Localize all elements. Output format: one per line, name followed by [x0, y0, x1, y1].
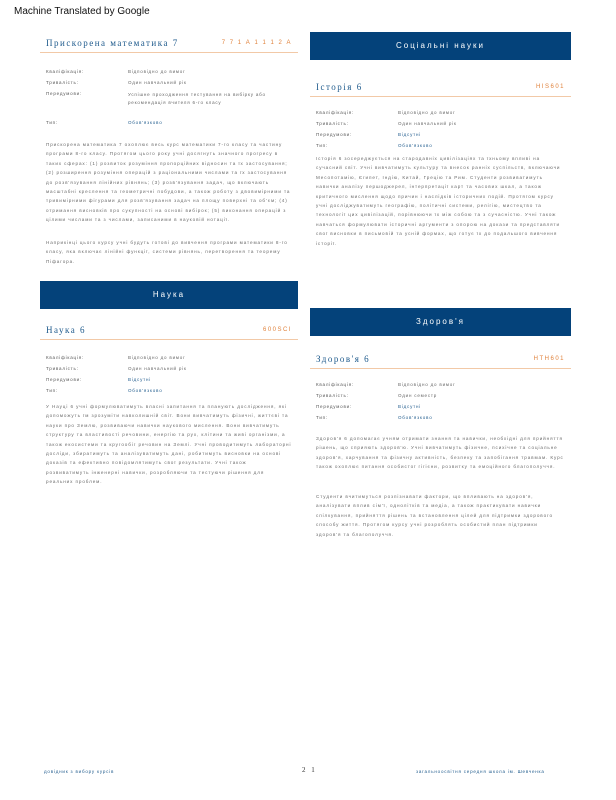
meta-value: Відповідно до вимог	[128, 69, 186, 74]
course-title: Здоров'я 6	[316, 354, 371, 364]
footer-left-text: довідник з вибору курсів	[44, 769, 115, 774]
history-course-card	[310, 82, 571, 282]
course-code: HTH601	[533, 356, 565, 362]
meta-label: Тривалість:	[46, 80, 79, 85]
meta-label: Кваліфікація:	[46, 69, 85, 74]
course-description: Прискорена математика 7 охоплює весь курс математики 7-го класу та частину програми 8-го класу. Протягом цього року учні досягнуть значного прогресу в таких сферах: (1) розвиток розуміння пропорційних відносин та їх застосування; (2) розширення розуміння операцій з раціональними числами та їх застосування до розв'язування лінійних рівнянь; (3) розв'язування задач, що включають масштабні креслення та геометричні побудови, а також роботу з двовимірними та тривимірними фігурами для розв'язування задач на площу поверхні та об'єм; (4) отримання висновків про сукупності на основі вибірок; (5) виконання операцій з цілими числами та з числами, записаними в науковій нотації.	[46, 142, 291, 223]
course-meta	[316, 110, 565, 151]
meta-value: Успішне проходження тестування на вибірку або рекомендація вчителя 6-го класу	[128, 92, 266, 105]
meta-row-type	[316, 143, 565, 151]
course-title: Історія 6	[316, 82, 363, 92]
course-title: Прискорена математика 7	[46, 38, 179, 48]
meta-value: Відповідно до вимог	[398, 382, 456, 387]
course-title: Наука 6	[46, 325, 87, 335]
meta-label: Передумови:	[46, 91, 83, 96]
meta-value: Відсутні	[398, 132, 422, 137]
meta-label: Передумови:	[46, 377, 83, 382]
course-meta	[46, 69, 292, 128]
health-course-card	[310, 354, 571, 554]
section-header-social-sciences: Соціальні науки	[310, 32, 571, 60]
math-title-row	[40, 38, 298, 53]
meta-row-duration	[46, 366, 292, 374]
meta-value: Обов'язково	[398, 415, 433, 420]
machine-translation-banner: Machine Translated by Google	[14, 6, 150, 17]
meta-row-type	[316, 415, 565, 423]
course-meta	[316, 382, 565, 423]
meta-row-qualification	[316, 110, 565, 118]
meta-value: Обов'язково	[128, 388, 163, 393]
meta-value: Один семестр	[398, 393, 438, 398]
meta-value: Відсутні	[398, 404, 422, 409]
meta-label: Кваліфікація:	[46, 355, 85, 360]
meta-label: Тривалість:	[46, 366, 79, 371]
course-meta	[46, 355, 292, 396]
meta-value: Один навчальний рік	[398, 121, 457, 126]
meta-row-prerequisites	[46, 91, 292, 113]
science-title-row	[40, 325, 298, 340]
meta-value: Обов'язково	[128, 120, 163, 125]
course-description: Студенти вчитимуться розпізнавати фактори, що впливають на здоров'я, аналізувати вплив сім'ї, однолітків та медіа, а також практикувати навички спілкування, прийняття рішень та встановлення цілей для підтримки здорового способу життя. Протягом курсу учні розроблять особистий план підтримки здоров'я та благополуччя.	[316, 494, 553, 537]
course-description: У Науці 6 учні формулюватимуть власні запитання та планують дослідження, які допоможуть їм зрозуміти навколишній світ. Вони вивчатимуть фізичні, життєві та науки про Землю, розвиваючи навички наукового мислення. Вони вивчатимуть структуру та властивості речовини, енергію та рух, клітини та живі організми, а також екосистеми та кругообіг речовин на Землі. Учні проводитимуть лабораторні досліди, збиратимуть та аналізуватимуть дані, робитимуть висновки на основі доказів та ефективно повідомлятимуть свої результати. Учні також розвиватимуть інженерні навички, розробляючи та тестуючи рішення для реальних проблем.	[46, 404, 292, 485]
course-description: Здоров'я 6 допомагає учням отримати знання та навички, необхідні для прийняття рішень, що сприяють здоров'ю. Учні вивчатимуть фізичне, психічне та соціальне здоров'я, харчування та фізичну активність, безпеку та запобігання травмам. Курс також охоплює питання особистої гігієни, розвитку та емоційного благополуччя.	[316, 436, 564, 470]
meta-row-qualification	[316, 382, 565, 390]
meta-label: Кваліфікація:	[316, 110, 355, 115]
meta-label: Тип:	[46, 388, 58, 393]
meta-value: Відповідно до вимог	[128, 355, 186, 360]
meta-label: Тип:	[316, 143, 328, 148]
meta-value: Один навчальний рік	[128, 366, 187, 371]
meta-row-duration	[316, 121, 565, 129]
course-description: Історія 6 зосереджується на стародавніх цивілізаціях та їхньому впливі на сучасний світ. Учні вивчатимуть культуру та внесок ранніх суспільств, включаючи Месопотамію, Єгипет, Індію, Китай, Грецію та Рим. Студенти розвиватимуть навички аналізу першоджерел, інтерпретації карт та часових шкал, а також критичного мислення щодо причин і наслідків історичних подій. Протягом курсу учні досліджуватимуть географію, політичні системи, релігію, мистецтво та технології цих цивілізацій, порівнюючи їх між собою та з сучасністю. Учні також навчаться формулювати історичні аргументи з опорою на докази та представляти свої висновки в письмовій та усній формах, що готує їх до подальшого вивчення історії.	[316, 156, 561, 246]
history-title-row	[310, 82, 571, 97]
course-code: 7 7 1 А 1 1 1 2 А	[221, 40, 292, 46]
section-header-health: Здоров'я	[310, 308, 571, 336]
meta-label: Тривалість:	[316, 393, 349, 398]
meta-label: Тип:	[316, 415, 328, 420]
course-code: 600SCI	[262, 327, 292, 333]
course-code: HIS601	[535, 84, 565, 90]
meta-row-qualification	[46, 69, 292, 77]
page-number: 2 1	[302, 766, 317, 774]
science-course-card	[40, 325, 298, 505]
course-description: Наприкінці цього курсу учні будуть готові до вивчення програми математики 8-го класу, яка включає лінійні функції, системи рівнянь, перетворення та теорему Піфагора.	[46, 240, 288, 264]
section-header-science: Наука	[40, 281, 298, 309]
meta-row-prerequisites	[46, 377, 292, 385]
math-course-card	[40, 38, 298, 283]
meta-row-qualification	[46, 355, 292, 363]
meta-row-type	[46, 120, 292, 128]
health-title-row	[310, 354, 571, 369]
meta-row-type	[46, 388, 292, 396]
meta-row-prerequisites	[316, 404, 565, 412]
meta-label: Передумови:	[316, 404, 353, 409]
meta-value: Один навчальний рік	[128, 80, 187, 85]
footer-right-text: загальноосвітня середня школа ім. Шевченка	[416, 769, 545, 774]
meta-row-prerequisites	[316, 132, 565, 140]
meta-value: Відповідно до вимог	[398, 110, 456, 115]
meta-label: Тип:	[46, 120, 58, 125]
meta-label: Передумови:	[316, 132, 353, 137]
meta-label: Тривалість:	[316, 121, 349, 126]
meta-row-duration	[46, 80, 292, 88]
meta-value: Відсутні	[128, 377, 152, 382]
meta-row-duration	[316, 393, 565, 401]
meta-value: Обов'язково	[398, 143, 433, 148]
meta-label: Кваліфікація:	[316, 382, 355, 387]
